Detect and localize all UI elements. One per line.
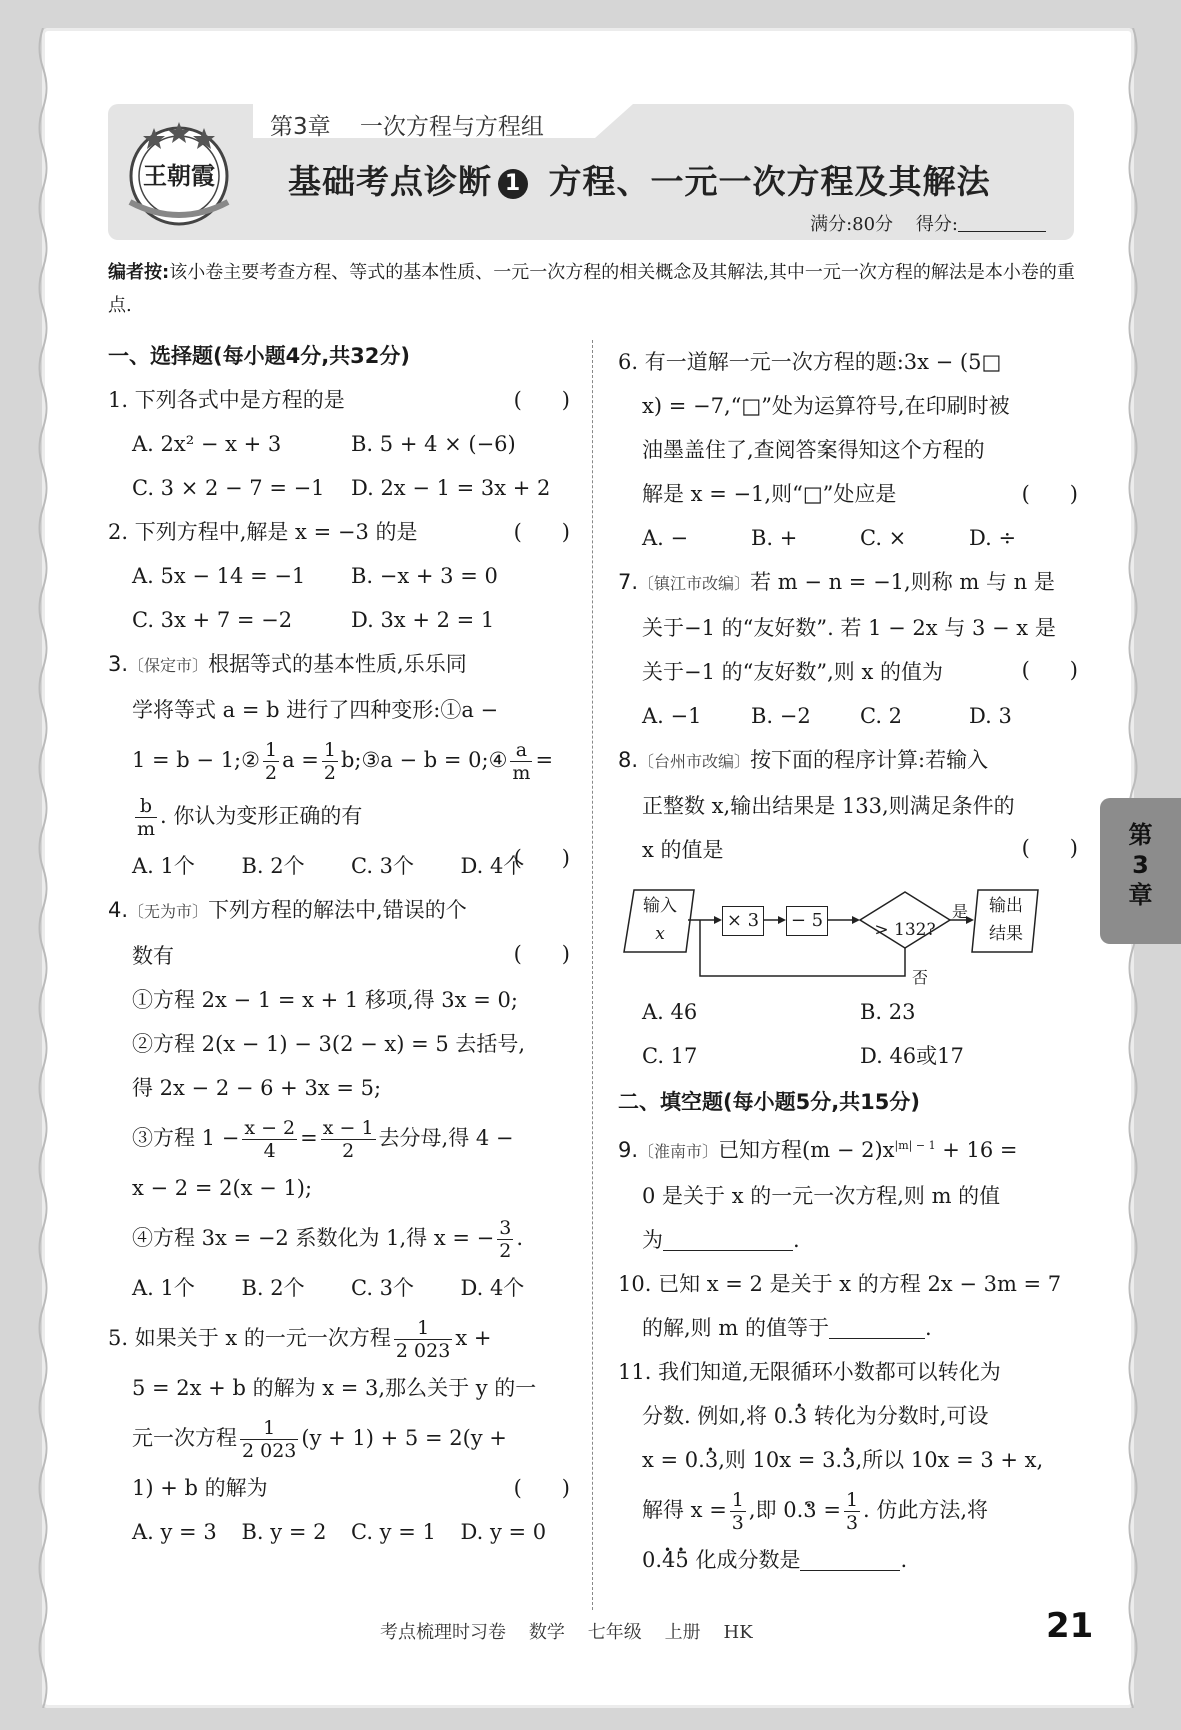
- option-a[interactable]: A. −: [642, 526, 689, 550]
- question-9: 9.〔淮南市〕已知方程$(m - 2)x^{|m| - 1} + 16$ = 0 是关于 x 的一元一次方程,则 m 的值 为 .: [618, 1138, 1018, 1252]
- footer-text: 考点梳理时习卷 数学 七年级 上册 HK: [380, 1622, 753, 1643]
- option-d[interactable]: D. ÷: [969, 526, 1017, 550]
- option-a[interactable]: A. 5x − 14 = −1: [132, 564, 306, 588]
- option-b[interactable]: B. 5 + 4 × (−6): [351, 432, 516, 456]
- answer-paren[interactable]: ( ): [513, 1476, 570, 1500]
- answer-paren[interactable]: ( ): [1021, 658, 1078, 682]
- chapter-side-tab[interactable]: 第 3 章: [1100, 798, 1181, 944]
- answer-blank[interactable]: [663, 1230, 793, 1251]
- answer-blank[interactable]: [800, 1550, 900, 1571]
- option-d[interactable]: D. 46或17: [860, 1044, 964, 1068]
- option-b[interactable]: B. 2个: [241, 1276, 305, 1300]
- option-a[interactable]: A. 2x² − x + 3: [132, 432, 282, 456]
- answer-paren[interactable]: ( ): [513, 520, 570, 544]
- question-5: 5. 如果关于 x 的一元一次方程 $\frac{1}{2 023}$ x + 5 = 2x + b 的解为 x = 3,那么关于 y 的一 元一次方程 $\frac{1}{2 023}$ (y + 1) + 5 = 2(y + 1) + b 的解为 ( ) A. y = 3 B. y = 2 C. y = 1 D. y = 0: [108, 1310, 570, 1554]
- option-d[interactable]: D. 4个: [460, 1276, 525, 1300]
- flow-yes-label: 是: [952, 902, 969, 921]
- left-column: [108, 340, 570, 1554]
- right-column: [618, 340, 1078, 1582]
- answer-paren[interactable]: ( ): [513, 388, 570, 412]
- page-title: 基础考点诊断 1 方程、一元一次方程及其解法: [288, 162, 991, 201]
- option-a[interactable]: A. 1个: [132, 854, 195, 878]
- source-tag: 〔台州市改编〕: [638, 752, 751, 771]
- option-b[interactable]: B. −2: [751, 704, 811, 728]
- program-flowchart: [618, 878, 1078, 990]
- score-line: 满分:80分 得分:: [810, 210, 1046, 236]
- column-divider: [592, 340, 593, 1610]
- answer-paren[interactable]: ( ): [1021, 836, 1078, 860]
- option-d[interactable]: D. 4个: [460, 854, 525, 878]
- question-2: 2. 下列方程中,解是 x = −3 的是 ( ) A. 5x − 14 = −1 B. −x + 3 = 0 C. 3x + 7 = −2 D. 3x + 2 = 1: [108, 510, 570, 642]
- option-c[interactable]: C. 2: [860, 704, 903, 728]
- question-10: 10. 已知 x = 2 是关于 x 的方程 2x − 3m = 7 的解,则 m 的值等于 .: [618, 1272, 1062, 1340]
- editor-note: 编者按:该小卷主要考查方程、等式的基本性质、一元一次方程的相关概念及其解法,其中一元一次方程的解法是本小卷的重点.: [108, 262, 1075, 316]
- option-c[interactable]: C. 17: [642, 1044, 698, 1068]
- option-c[interactable]: C. 3个: [351, 854, 415, 878]
- flow-output-label: 输出 结果: [989, 896, 1023, 944]
- option-b[interactable]: B. +: [751, 526, 798, 550]
- source-tag: 〔保定市〕: [128, 656, 209, 675]
- option-c[interactable]: C. 3个: [351, 1276, 415, 1300]
- source-tag: 〔淮南市〕: [638, 1142, 719, 1161]
- option-c[interactable]: C. y = 1: [351, 1520, 436, 1544]
- option-a[interactable]: A. 1个: [132, 1276, 195, 1300]
- flow-condition-label: > 132?: [874, 920, 936, 940]
- question-3: 3.〔保定市〕根据等式的基本性质,乐乐同 学将等式 a = b 进行了四种变形:①a − 1 = b − 1;② $\frac{1}{2}$ a = $\frac{1}{2}$ b;③a − b = 0;④ $\frac{a}{m}$ = $\frac{b}{m}$ . 你认为变形正确的有 ( ) A. 1个 B. 2个 C. 3个 D. 4个: [108, 642, 570, 888]
- option-b[interactable]: B. −x + 3 = 0: [351, 564, 498, 588]
- flow-multiply-box: × 3: [722, 906, 764, 936]
- option-c[interactable]: C. ×: [860, 526, 907, 550]
- answer-paren[interactable]: ( ): [513, 942, 570, 966]
- answer-paren[interactable]: ( ): [513, 846, 570, 870]
- option-b[interactable]: B. 23: [860, 1000, 916, 1024]
- question-7: 7.〔镇江市改编〕若 m − n = −1,则称 m 与 n 是 关于−1 的“友好数”. 若 1 − 2x 与 3 − x 是 关于−1 的“友好数”,则 x 的值为 ( ) A. −1 B. −2 C. 2 D. 3: [618, 560, 1078, 738]
- option-d[interactable]: D. 2x − 1 = 3x + 2: [351, 476, 551, 500]
- title-number-badge: 1: [498, 169, 528, 199]
- answer-paren[interactable]: ( ): [1021, 482, 1078, 506]
- option-a[interactable]: A. 46: [642, 1000, 698, 1024]
- option-c[interactable]: C. 3x + 7 = −2: [132, 608, 293, 632]
- question-1: 1. 下列各式中是方程的是 ( ) A. 2x² − x + 3 B. 5 + 4 × (−6) C. 3 × 2 − 7 = −1 D. 2x − 1 = 3x + 2: [108, 378, 570, 510]
- question-8: 8.〔台州市改编〕按下面的程序计算:若输入 正整数 x,输出结果是 133,则满足条件的 x 的值是 ( ) 输入 x × 3 − 5 > 132? 是 否 输出 结果 A. 46 B. 23 C. 17 D. 46或17: [618, 738, 1078, 1078]
- option-d[interactable]: D. y = 0: [460, 1520, 547, 1544]
- question-4: 4.〔无为市〕下列方程的解法中,错误的个 数有 ( ) ①方程 2x − 1 = x + 1 移项,得 3x = 0; ②方程 2(x − 1) − 3(2 − x) = 5 去括号, 得 2x − 2 − 6 + 3x = 5; ③方程 1 − $\frac{x - 2}{4}$ = $\frac{x - 1}{2}$ 去分母,得 4 − x − 2 = 2(x − 1); ④方程 3x = −2 系数化为 1,得 x = − $\frac{3}{2}$ . A. 1个 B. 2个 C. 3个 D. 4个: [108, 888, 570, 1310]
- chapter-label: 第3章 一次方程与方程组: [270, 114, 544, 140]
- source-tag: 〔无为市〕: [128, 902, 209, 921]
- section-heading-choice: 一、选择题(每小题4分,共32分): [108, 344, 411, 368]
- publisher-logo-icon: [124, 118, 234, 228]
- option-b[interactable]: B. 2个: [241, 854, 305, 878]
- score-blank[interactable]: [958, 215, 1046, 232]
- svg-text:王朝霞: 王朝霞: [143, 161, 215, 190]
- section-heading-fill: 二、填空题(每小题5分,共15分): [618, 1090, 921, 1114]
- source-tag: 〔镇江市改编〕: [638, 574, 751, 593]
- page-header: [108, 104, 1074, 240]
- question-11: 11. 我们知道,无限循环小数都可以转化为 分数. 例如,将 0.• 3 转化为分数时,可设 x = 0.• 3,则 10x = 3.• 3,所以 10x = 3 + x, 解得 x = $\frac{1}{3}$ ,即 0.• 3 = $\frac{1}{3}$ . 仿此方法,将 0.• 4• 5 化成分数是 .: [618, 1350, 1078, 1582]
- option-d[interactable]: D. 3: [969, 704, 1012, 728]
- wavy-border-left: [36, 28, 50, 1708]
- answer-blank[interactable]: [829, 1318, 925, 1339]
- flow-subtract-box: − 5: [786, 906, 828, 936]
- flow-no-label: 否: [912, 968, 929, 987]
- option-a[interactable]: A. −1: [642, 704, 702, 728]
- question-6: 6. 有一道解一元一次方程的题:3x − (5□ x) = −7,“□”处为运算符号,在印刷时被 油墨盖住了,查阅答案得知这个方程的 解是 x = −1,则“□”处应是 ( ) A. − B. + C. × D. ÷: [618, 340, 1078, 560]
- flow-input-label: 输入 x: [643, 896, 677, 944]
- option-a[interactable]: A. y = 3: [132, 1520, 217, 1544]
- page-number: 21: [1046, 1606, 1094, 1646]
- option-c[interactable]: C. 3 × 2 − 7 = −1: [132, 476, 325, 500]
- option-b[interactable]: B. y = 2: [241, 1520, 327, 1544]
- option-d[interactable]: D. 3x + 2 = 1: [351, 608, 495, 632]
